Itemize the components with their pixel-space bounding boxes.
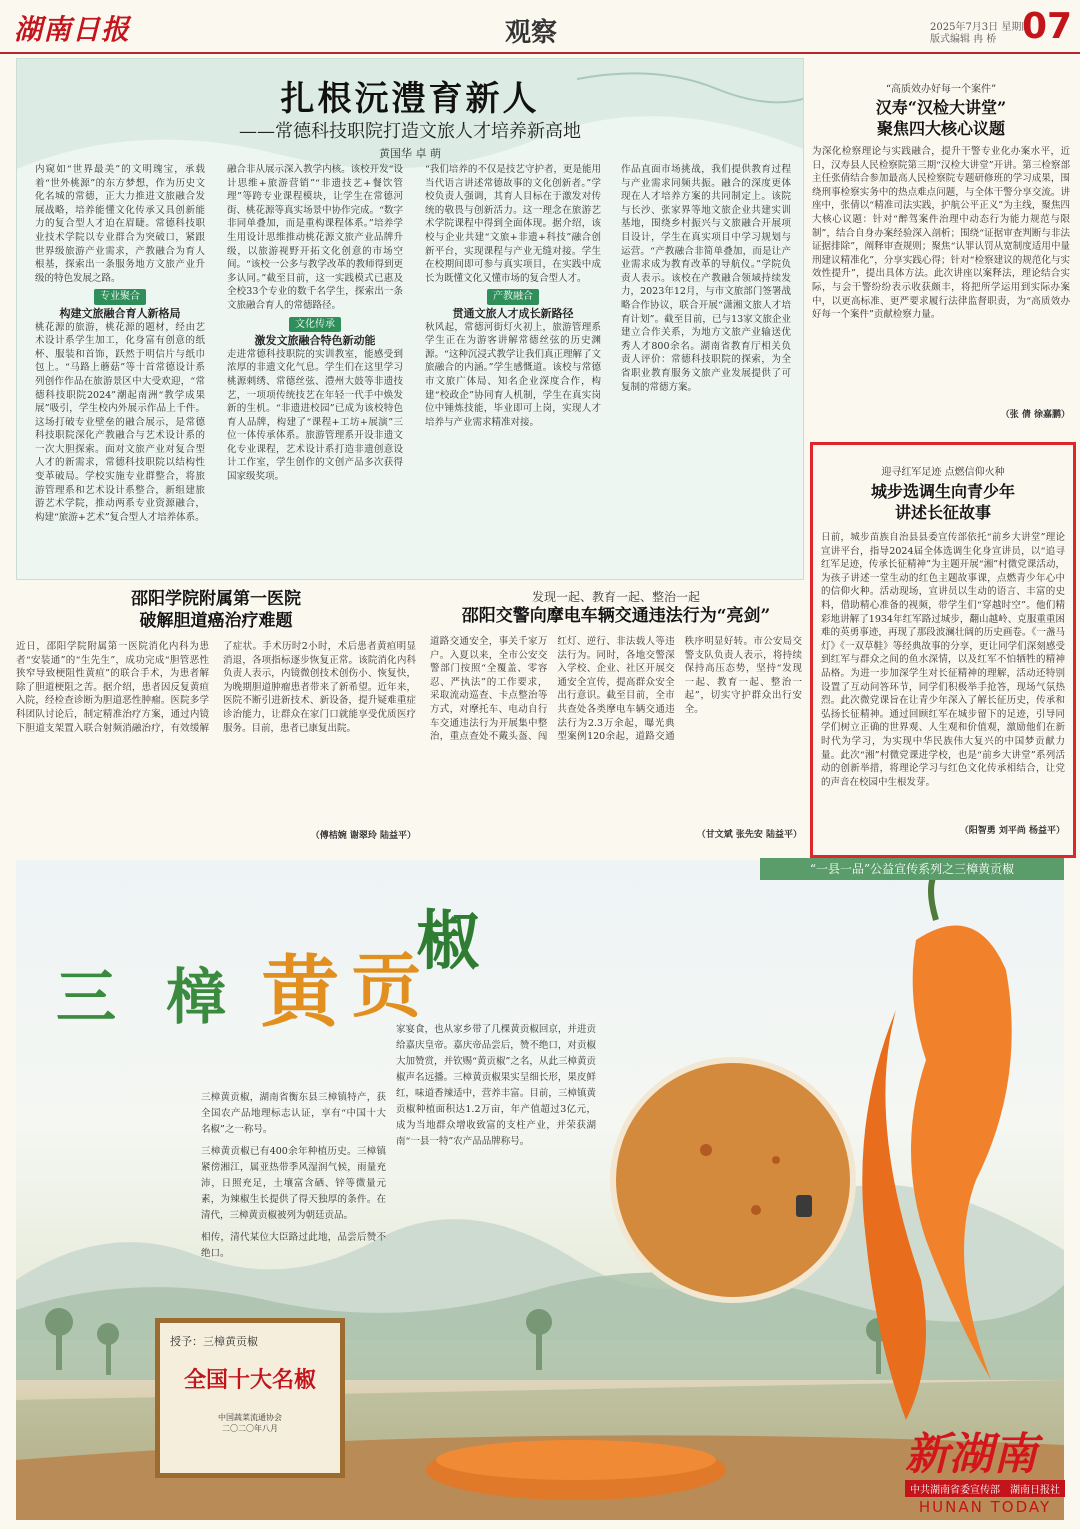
feature-subtitle: ——常德科技职院打造文旅人才培养新高地 bbox=[239, 121, 581, 142]
article-body: 日前，城步苗族自治县县委宣传部依托“前乡大讲堂”理论宣讲平台，指导2024届全体选调生化身宣讲员，以“追寻红军足迹，传承长征精神”为主题开展“湘”村微党课活动，为孩子讲述一堂生动的红色主题故事课，点燃青少年心中的信仰火种。活动现场，宣讲员以生动的语言、丰富的史料，借助精心准备的视频，带学生们“穿越时空”。他们精彩地讲解了1934年红军路过城步，翻山越岭、克服重重困难的英勇事迹，再现了那段波澜壮阔的历史画卷。《一盏马灯》《一双草鞋》等经典故事的分享，更让同学们深刻感受到红军与群众之间的鱼水深情，以及红军不怕牺牲的精神品格。为进一步加深学生对长征精神的理解，活动还特别设置了互动问答环节，同学们积极举手抢答，现场气氛热烈。此次微党课旨在让青少年深入了解长征历史，传承和弘扬长征精神。通过回顾红军在城步留下的足迹，引导同学们树立正确的世界观、人生观和价值观，激励他们在新时代为学习，为实现中华民族伟大复兴的中国梦贡献力量。此次“湘”村微党课进学校，也是“前乡大讲堂”系列活动的创新举措，将理论学习与红色文化传承相结合，让党的声音在校园中生根发芽。 bbox=[821, 532, 1065, 788]
article-byline: （傅桔婉 谢翠玲 陆益平） bbox=[310, 831, 416, 841]
masthead bbox=[0, 0, 1080, 54]
banner-title-char: 黄 bbox=[261, 947, 340, 1038]
article-byline: （张 倩 徐嘉鹏） bbox=[1000, 410, 1070, 420]
article-body: 近日，邵阳学院附属第一医院消化内科为患者“安装通”的“生先生”，成功完成“胆管恶性狭窄导致梗阻性黄疸”的联合手术，为患者解除了胆道梗阻之苦。据介绍，患者因反复黄疸入院，经检查诊断为胆道恶性肿瘤。医院多学科团队讨论后，制定精准治疗方案，通过内镜下胆道支架置入联合射频消融治疗，有效缓解了症状。手术历时2小时，术后患者黄疸明显消退，各项指标逐步恢复正常。该院消化内科负责人表示，内镜微创技术创伤小、恢复快，为晚期胆道肿瘤患者带来了新希望。近年来，医院不断引进新技术、新设备，提升疑难重症诊治能力，让群众在家门口就能享受优质医疗服务。目前，患者已康复出院。 bbox=[16, 641, 416, 734]
article-kicker: “高质效办好每一个案件” bbox=[885, 84, 997, 95]
feature-paragraph: 走进常德科技职院的实训教室，能感受到浓厚的非遗文化气息。学生们在这里学习桃源刺绣、常德丝弦、澧州大鼓等非遗技艺，一项项传统技艺在年轻一代手中焕发新的生机。“非遗进校园”已成为该校特色育人品牌，构建了“课程+工坊+展演”三位一体传承体系。旅游管理系开设非遗文化专业课程，艺术设计系打造非遗创意设计工作室，学生创作的文创产品多次获得国家级奖项。 bbox=[227, 348, 403, 483]
section-heading: 构建文旅融合育人新格局 bbox=[59, 306, 181, 320]
feature-byline: 黄国华 卓 萌 bbox=[379, 147, 441, 160]
feature-lead: 内窥如“世界最美”的文明瑰宝，承载着“世外桃源”的东方梦想，作为历史文化名城的常德，正大力推进文旅融合发展战略，培养能懂文化传承又具创新能力的复合型人才迫在眉睫。常德科技职业技术学院以专业群合为突破口，紧跟世界级旅游产业需求，产教融合为育人根基，探索出一条服务地方文旅产业升级的特色发展之路。 bbox=[35, 164, 205, 284]
banner-series-label: “一县一品”公益宣传系列之三樟黄贡椒 bbox=[760, 858, 1064, 880]
feature-column-3 bbox=[425, 163, 601, 571]
section-tag: 产教融合 bbox=[487, 289, 539, 305]
feature-paragraph: 作品直面市场挑战，我们提供教育过程与产业需求同频共振。融合的深度更体现在人才培养方案的共同制定上。该院与长沙、张家界等地文旅企业共建实训基地，围绕乡村振兴与文旅融合开展项目设计，学生在真实项目中学习规划与运营。“产教融合非简单叠加，而是让产业需求成为教育改革的导航仪。”学院负责人表示。该校在产教融合领域持续发力，2023年12月，与市文旅部门签署战略合作协议，联合开展“潇湘文旅人才培育计划”。截至目前，已与13家文旅企业建立合作关系，为地方文旅产业输送优秀人才800余名。湖南省教育厅相关负责人评价：常德科技职院的探索，为全省职业教育服务文旅产业发展提供了可复制的常德方案。 bbox=[621, 164, 791, 393]
brand-subtitle: 中共湖南省委宣传部 湖南日报社 bbox=[905, 1480, 1065, 1497]
intro-paragraph: 三樟黄贡椒，湖南省衡东县三樟镇特产，获全国农产品地理标志认证，享有“中国十大名椒”之一称号。 bbox=[201, 1092, 386, 1135]
section-title: 观察 bbox=[505, 18, 558, 48]
feature-column-2 bbox=[227, 163, 403, 571]
banner-title-char: 樟 bbox=[166, 963, 226, 1033]
banner-title-char: 贡 bbox=[351, 944, 421, 1027]
banner-title-char: 三 bbox=[56, 963, 116, 1033]
issue-meta bbox=[930, 22, 1035, 46]
article-title: 邵阳交警向摩电车辆交通违法行为“亮剑” bbox=[461, 606, 771, 626]
brand-english: HUNAN TODAY bbox=[918, 1498, 1052, 1516]
plaque-recipient: 授予：三樟黄贡椒 bbox=[170, 1335, 258, 1348]
banner-intro-right: 家宴食，也从家乡带了几棵黄贡椒回京，并进贡给嘉庆皇帝。嘉庆帝品尝后，赞不绝口，对贡椒大加赞赏，并钦赐“黄贡椒”之名，从此三樟黄贡椒声名远播。三樟黄贡椒果实呈细长形，果皮鲜红，味道香辣适中，营养丰富。目前，三樟镇黄贡椒种植面积达1.2万亩，年产值超过3亿元，成为当地群众增收致富的支柱产业，并荣获湖南“一县一特”农产品品牌称号。 bbox=[396, 1024, 596, 1147]
brand-logo: 新湖南 bbox=[905, 1429, 1037, 1480]
feature-column-1 bbox=[35, 163, 205, 571]
plaque-award: 全国十大名椒 bbox=[183, 1367, 316, 1393]
feature-paragraph: 秋风起，常德河街灯火初上，旅游管理系学生正在为游客讲解常德丝弦的历史渊源。“这种沉浸式教学让我们真正理解了文旅融合的内涵。”学生感慨道。该校与常德市文旅广体局、知名企业深度合作，构建“校政企”协同育人机制，学生在真实岗位中锤炼技能，毕业即可上岗，实现人才培养与产业需求精准对接。 bbox=[425, 321, 601, 428]
feature-article bbox=[16, 58, 804, 580]
article-kicker: 发现一起、教育一起、整治一起 bbox=[531, 590, 700, 604]
section-tag: 文化传承 bbox=[289, 317, 341, 333]
article-title-line1: 城步选调生向青少年 bbox=[870, 482, 1015, 501]
issue-editors: 版式编辑 冉 桥 bbox=[930, 34, 997, 45]
mid-article-traffic bbox=[430, 588, 802, 850]
right-article-2-highlighted bbox=[810, 442, 1076, 858]
award-plaque bbox=[155, 1318, 345, 1478]
mid-article-hospital bbox=[16, 588, 416, 850]
article-title-line2: 讲述长征故事 bbox=[894, 503, 991, 522]
article-body: 为深化检察理论与实践融合，提升干警专业化办案水平，近日，汉寿县人民检察院第三期“汉检大讲堂”开讲。第三检察部主任张倩结合参加最高人民检察院专题研修班的学习成果，围绕刑事检察实务中的热点难点问题，与全体干警分享交流。讲座中，张倩以“精准司法实践，护航公平正义”为主线，聚焦四大核心议题：针对“醉驾案件治理中动态行为能力规范与限制”，结合自身办案经验深入剖析；围绕“证据审查判断与非法证据排除”，阐释审查规则；聚焦“认罪认罚从宽制度适用中量刑建议精准化”，分享实践心得；针对“检察建议的规范化与实效性提升”，提出具体方法。此次讲座以案释法，理论结合实际，与会干警纷纷表示收获颇丰，将把所学运用到实际办案中，以更高标准、更严要求履行法律监督职责，为“高质效办好每一个案件”贡献检察力量。 bbox=[812, 146, 1070, 321]
article-title-line2: 聚焦四大核心议题 bbox=[876, 119, 1005, 138]
page-number: 07 bbox=[1022, 6, 1073, 47]
article-body: 道路交通安全，事关千家万户。入夏以来，全市公安交警部门按照“全覆盖、零容忍、严执法”的工作要求，采取流动巡查、卡点整治等方式，对摩托车、电动自行车交通违法行为开展集中整治，重点查处不戴头盔、闯红灯、逆行、非法载人等违法行为。同时，各地交警深入学校、企业、社区开展交通安全宣传，提高群众安全出行意识。截至目前，全市共查处各类摩电车辆交通违法行为2.3万余起，曝光典型案例120余起，道路交通秩序明显好转。市公安局交警支队负责人表示，将持续保持高压态势，坚持“发现一起、教育一起、整治一起”，切实守护群众出行安全。 bbox=[430, 636, 802, 743]
intro-paragraph: 三樟黄贡椒已有400余年种植历史。三樟镇紧傍湘江，属亚热带季风湿润气候，雨量充沛，日照充足，土壤富含硒、锌等微量元素，为辣椒生长提供了得天独厚的条件。在清代，三樟黄贡椒被列为朝廷贡品。 bbox=[201, 1146, 386, 1221]
feature-paragraph: 融合非从展示深入教学内核。该校开发“设计思维+旅游营销”“非遗技艺+餐饮管理”等跨专业课程模块，让学生在常德河街、桃花源等真实场景中协作完成。“数字非同单叠加，而是重构课程体系。”培养学生用设计思维推动桃花源文旅产业品牌升级，以旅游视野开拓文化创意的市场空间。“该校一公多与教学改革的教师得到更多认同。”截至目前，这一实践模式已惠及全校33个专业的数千名学生，探索出一条文旅融合育人的常德路径。 bbox=[227, 164, 403, 311]
feature-column-4 bbox=[621, 163, 791, 571]
article-kicker: 迎寻红军足迹 点燃信仰火种 bbox=[881, 467, 1005, 478]
feature-paragraph: “我们培养的不仅是技艺守护者，更是能用当代语言讲述常德故事的文化创新者。”学校负责人强调，其育人目标在于激发对传统的敬畏与创新活力。这一理念在旅游艺术学院课程中得到全面体现。据介绍，该校与企业共建“文旅+非遗+科技”融合创新平台，实现课程与产业无缝对接。学生在校期间即可参与真实项目，在实践中成长为既懂文化又懂市场的复合型人才。 bbox=[425, 164, 601, 284]
plaque-issuer: 中国蔬菜流通协会 bbox=[218, 1413, 282, 1422]
article-byline: （阳智勇 刘平尚 杨益平） bbox=[959, 826, 1065, 836]
section-tag: 专业聚合 bbox=[94, 289, 146, 305]
section-heading: 贯通文旅人才成长新路径 bbox=[452, 306, 574, 320]
feature-title: 扎根沅澧育新人 bbox=[280, 79, 540, 119]
article-title-line1: 汉寿“汉检大讲堂” bbox=[875, 98, 1007, 117]
issue-date: 2025年7月3日 星期四 bbox=[930, 22, 1032, 33]
banner-title-char: 椒 bbox=[416, 904, 480, 979]
feature-paragraph: 桃花源的旅游，桃花源的题材，经由艺术设计系学生加工，化身富有创意的纸杯、服装和首饰，跃然于明信片与纸巾包上。“马路上蘑菇”等十首常德设计系列创作作品在旅游景区中大受欢迎，“常德科技职院2024”潮起南洲“教学成果展”吸引，学生校内外展示作品上千件。这场打破专业壁垒的融合展示，是常德科技职院深化产教融合与艺术设计系的一次大胆探索。面对文旅产业对复合型人才的新需求，常德科技职院以结构性变革破局。学校实施专业群整合，将旅游管理系和艺术设计系整合，新组建旅游艺术学院，推动两系专业资源融合，构建“旅游+艺术”复合型人才培养体系。 bbox=[35, 321, 205, 523]
article-byline: （甘文斌 张先安 陆益平） bbox=[696, 830, 802, 840]
intro-paragraph: 相传，清代某位大臣路过此地，品尝后赞不绝口。 bbox=[201, 1232, 386, 1259]
right-article-1 bbox=[812, 58, 1070, 438]
article-title-line2: 破解胆道癌治疗难题 bbox=[139, 611, 293, 631]
plaque-date: 二〇二〇年八月 bbox=[222, 1424, 278, 1433]
newspaper-logo: 湖南日报 bbox=[14, 13, 131, 46]
article-title-line1: 邵阳学院附属第一医院 bbox=[131, 589, 301, 609]
section-heading: 激发文旅融合特色新动能 bbox=[254, 334, 376, 348]
